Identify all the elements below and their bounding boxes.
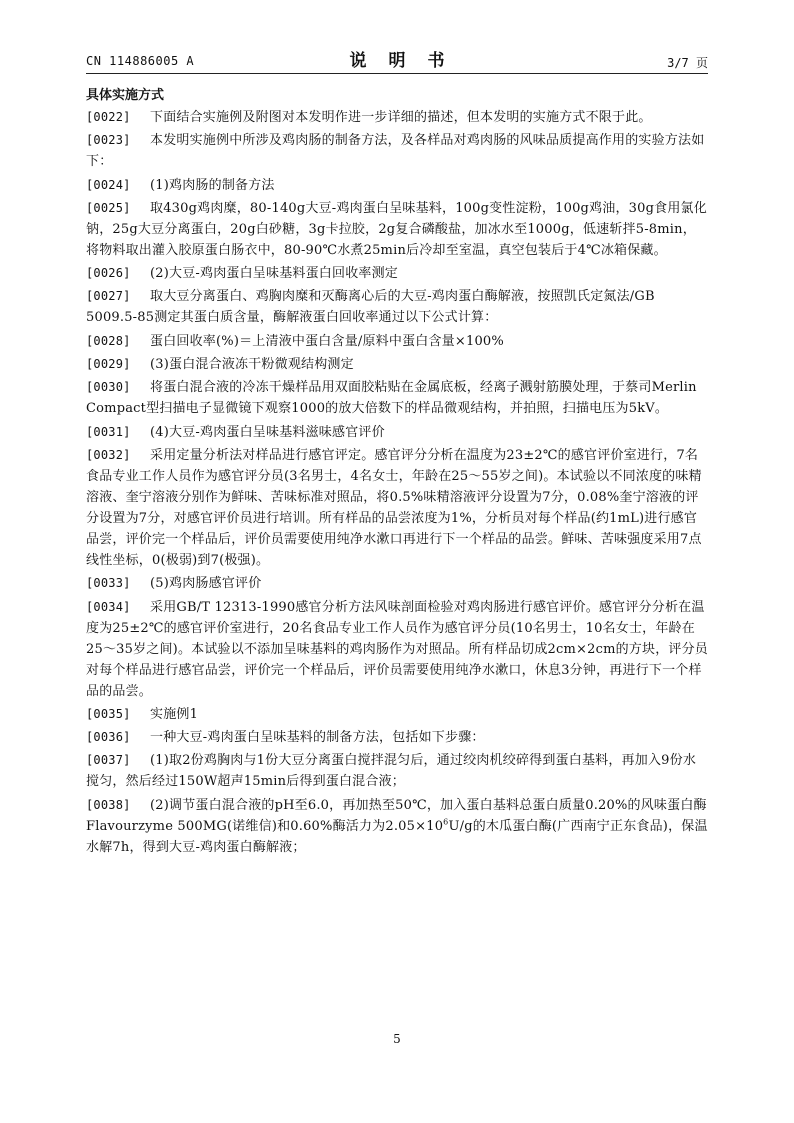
paragraph-text: (3)蛋白混合液冻干粉微观结构测定	[150, 357, 354, 373]
paragraph-number: [0030]	[86, 380, 131, 395]
paragraph-number: [0032]	[86, 447, 131, 462]
page-number: 5	[393, 1032, 401, 1046]
paragraph	[86, 331, 708, 352]
paragraph	[86, 750, 708, 792]
paragraph	[86, 107, 708, 128]
section-title: 具体实施方式	[86, 88, 165, 103]
paragraph-number: [0034]	[86, 599, 131, 614]
paragraph-text: 将蛋白混合液的冷冻干燥样品用双面胶粘贴在金属底板，经离子溅射筋膜处理，于蔡司Merlin Compact型扫描电子显微镜下观察1000的放大倍数下的样品微观结构，并拍照，扫描电压为5kV。	[86, 380, 697, 417]
paragraph	[86, 286, 708, 328]
paragraph-text: (5)鸡肉肠感官评价	[150, 576, 262, 592]
paragraph	[86, 354, 708, 375]
paragraph	[86, 795, 708, 858]
paragraph-text: 采用GB/T 12313-1990感官分析方法风味剖面检验对鸡肉肠进行感官评价。感官评分分析在温度为25±2℃的感官评价室进行，20名食品专业工作人员作为感官评分员(10名男士，10名女士，年龄在25～35岁之间)。本试验以不添加呈味基料的鸡肉肠作为对照品。所有样品切成2cm×2cm的方块，评分员对每个样品进行感官品尝，评价完一个样品后，评价员需要使用纯净水漱口，休息3分钟，再进行下一个样品的品尝。	[86, 599, 709, 699]
paragraph-number: [0031]	[86, 424, 131, 439]
document-body	[86, 84, 708, 858]
paragraph	[86, 198, 708, 261]
paragraph-text: 实施例1	[150, 706, 199, 722]
paragraph-text: (1)取2份鸡胸肉与1份大豆分离蛋白搅拌混匀后，通过绞肉机绞碎得到蛋白基料，再加入9份水搅匀，然后经过150W超声15min后得到蛋白混合液；	[86, 753, 697, 790]
paragraph	[86, 130, 708, 172]
paragraph-text: 下面结合实施例及附图对本发明作进一步详细的描述，但本发明的实施方式不限于此。	[150, 110, 652, 125]
paragraph	[86, 175, 708, 196]
paragraph-number: [0036]	[86, 730, 131, 745]
paragraph-number: [0026]	[86, 266, 131, 281]
paragraph-number: [0022]	[86, 110, 131, 124]
document-type-title: 说明书	[349, 51, 467, 71]
paragraph-number: [0027]	[86, 289, 131, 304]
paragraph-text: 取大豆分离蛋白、鸡胸肉糜和灭酶离心后的大豆-鸡肉蛋白酶解液，按照凯氏定氮法/GB 5009.5-85测定其蛋白质含量，酶解液蛋白回收率通过以下公式计算：	[86, 289, 655, 326]
paragraph-text-after-exponent: U/g的木瓜蛋白酶(广西南宁正东食品)，保温水解7h，得到大豆-鸡肉蛋白酶解液；	[86, 818, 708, 855]
exponent: 6	[443, 817, 449, 827]
paragraph	[86, 445, 708, 571]
paragraph	[86, 263, 708, 284]
paragraph-text: (4)大豆-鸡肉蛋白呈味基料滋味感官评价	[150, 424, 385, 440]
paragraph	[86, 377, 708, 419]
paragraph-number: [0035]	[86, 706, 131, 721]
paragraph-number: [0029]	[86, 357, 131, 372]
paragraph-text: 本发明实施例中所涉及鸡肉肠的制备方法，及各样品对鸡肉肠的风味品质提高作用的实验方法如下：	[86, 133, 705, 170]
page-indicator: 3/7 页	[667, 56, 708, 70]
paragraph-text-before-exponent: (2)调节蛋白混合液的pH至6.0，再加热至50℃，加入蛋白基料总蛋白质量0.20%的风味蛋白酶Flavourzyme 500MG(诺维信)和0.60%酶活力为2.05×10	[86, 797, 707, 834]
paragraph-number: [0033]	[86, 576, 131, 591]
paragraph	[86, 597, 708, 702]
paragraph-number: [0025]	[86, 200, 131, 215]
paragraph-text: (1)鸡肉肠的制备方法	[150, 177, 275, 193]
paragraph-number: [0028]	[86, 333, 131, 348]
paragraph	[86, 704, 708, 725]
page-header	[86, 46, 708, 72]
paragraph-number: [0038]	[86, 797, 131, 812]
paragraph	[86, 573, 708, 594]
formula-text: 蛋白回收率(%)＝上清液中蛋白含量/原料中蛋白含量×100%	[150, 333, 504, 349]
patent-number: CN 114886005 A	[86, 54, 195, 68]
paragraph	[86, 727, 708, 748]
paragraph-number: [0024]	[86, 177, 131, 192]
paragraph	[86, 422, 708, 443]
header-divider	[86, 73, 708, 74]
paragraph-text: (2)大豆-鸡肉蛋白呈味基料蛋白回收率测定	[150, 266, 399, 282]
paragraph-number: [0023]	[86, 133, 131, 148]
paragraph-text: 一种大豆-鸡肉蛋白呈味基料的制备方法，包括如下步骤：	[150, 730, 485, 746]
paragraph-text: 采用定量分析法对样品进行感官评定。感官评分分析在温度为23±2℃的感官评价室进行，7名食品专业工作人员作为感官评分员(3名男士，4名女士，年龄在25～55岁之间)。本试验以不同浓度的味精溶液、奎宁溶液分别作为鲜味、苦味标准对照品，将0.5%味精溶液评分设置为7分，0.08%奎宁溶液的评分设置为7分，对感官评价员进行培训。所有样品的品尝浓度为1%，分析员对每个样品(约1mL)进行感官品尝，评价完一个样品后，评价员需要使用纯净水漱口再进行下一个样品的品尝。鲜味、苦味强度采用7点线性坐标，0(极弱)到7(极强)。	[86, 447, 702, 568]
paragraph-text: 取430g鸡肉糜，80-140g大豆-鸡肉蛋白呈味基料，100g变性淀粉，100g鸡油，30g食用氯化钠，25g大豆分离蛋白，20g白砂糖，3g卡拉胶，2g复合磷酸盐，加冰水至1000g，低速斩拌5-8min，将物料取出灌入胶原蛋白肠衣中，80-90℃水煮25min后冷却至室温，真空包装后于4℃冰箱保藏。	[86, 200, 707, 258]
paragraph-number: [0037]	[86, 753, 131, 768]
